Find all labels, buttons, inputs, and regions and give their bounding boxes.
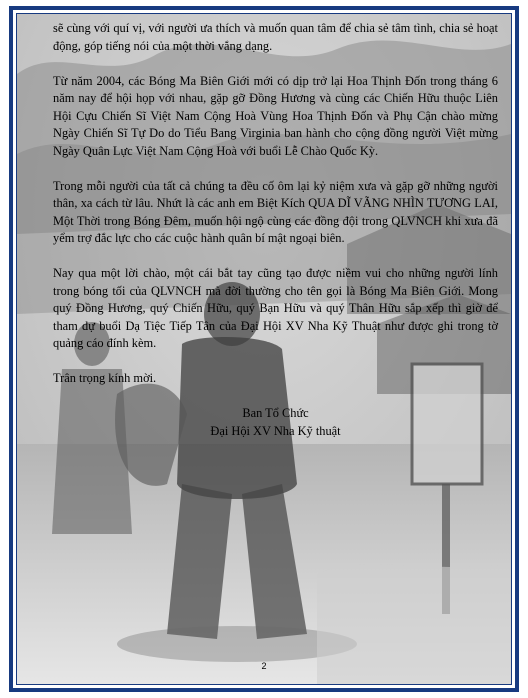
paragraph-2: Từ năm 2004, các Bóng Ma Biên Giới mới có dịp trở lại Hoa Thịnh Đốn trong tháng 6 năm nay để hội họp với nhau, gặp gỡ Đồng Hương và cùng các Chiến Hữu thuộc Liên Hội Cựu Chiến Sĩ Việt Nam Cộng Hoà Vùng Hoa Thịnh Đốn và Phụ Cận chào mừng Ngày Chiến Sĩ Tự Do do Tiểu Bang Virginia ban hành cho cộng đồng người Việt mừng Ngày Quân Lực Việt Nam Cộng Hoà với buổi Lễ Chào Quốc Kỳ. [53,73,498,158]
paragraph-3: Trong mỗi người của tất cả chúng ta đều cố ôm lại kỷ niệm xưa và gặp gỡ những người thân, xa cách từ lâu. Nhứt là các anh em Biệt Kích QUA DĨ VÃNG NHÌN TƯƠNG LAI, Một Thời trong Bóng Đêm, muốn hội ngộ cùng các đồng đội trong QLVNCH khi xưa đã yểm trợ đắc lực cho các cuộc hành quân bí mật ngoại biên. [53,178,498,245]
paragraph-4: Nay qua một lời chào, một cái bắt tay cũng tạo được niềm vui cho những người lính trong bóng tối của QLVNCH mà đời thường cho tên gọi là Bóng Ma Biên Giới. Mong quý Đồng Hương, quý Chiến Hữu, quý Bạn Hữu và quý Thân Hữu sắp xếp thì giờ để tham dự buổi Dạ Tiệc Tiếp Tân của Đại Hội XV Nha Kỹ Thuật như được ghi trong tờ quảng cáo đính kèm. [53,266,498,350]
letter-body [53,20,498,440]
paragraph-1: sẽ cùng với quí vị, với người ưa thích và muốn quan tâm để chia sẻ tâm tình, chia sẻ hoạt động, góp tiếng nói của một thời vắng dạng. [53,21,498,53]
page-number: 2 [261,661,267,671]
signature-line-1: Ban Tổ Chức [242,406,309,420]
signature-block [53,405,498,440]
signature-line-2: Đại Hội XV Nha Kỹ thuật [210,423,341,438]
paragraph-closing: Trân trọng kính mời. [53,371,157,385]
